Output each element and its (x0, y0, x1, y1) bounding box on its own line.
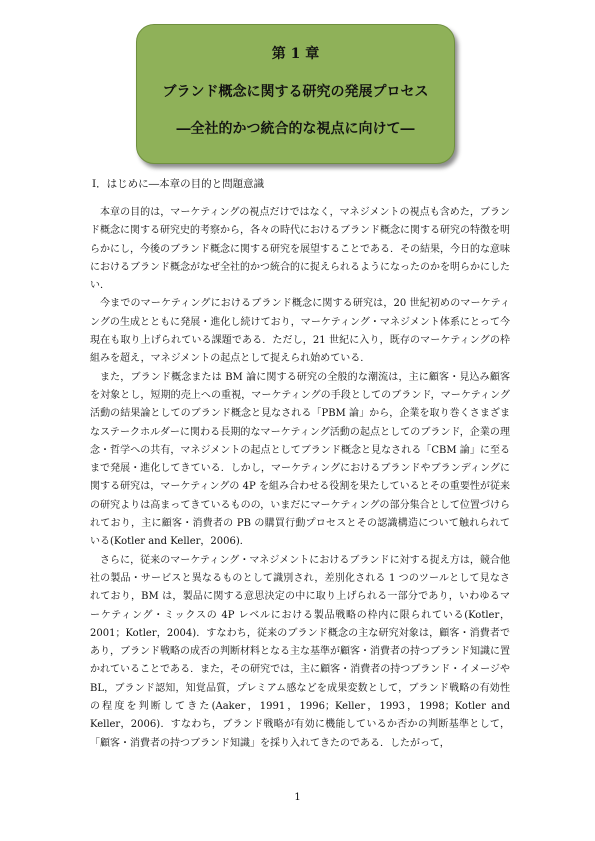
page-number: 1 (294, 792, 301, 803)
body-text (90, 204, 510, 753)
section-heading: Ⅰ．はじめに―本章の目的と問題意識 (92, 178, 265, 190)
paragraph: 今までのマーケティングにおけるブランド概念に関する研究は，20 世紀初めのマーケティングの生成とともに発展・進化し続けており，マーケティング・マネジメント体系にとって今現在も取り上げられている課題である．ただし，21 世紀に入り，既存のマーケティングの枠組みを超え，マネジメントの起点として捉えられ始めている． (90, 298, 510, 365)
chapter-title: ブランド概念に関する研究の発展プロセス (162, 84, 429, 100)
chapter-number: 第 1 章 (271, 46, 320, 62)
chapter-subtitle: ―全社的かつ統合的な視点に向けて― (176, 121, 415, 137)
paragraph: 本章の目的は，マーケティングの視点だけではなく，マネジメントの視点も含めた，ブランド概念に関する研究史的考察から，各々の時代におけるブランド概念に関する研究の特徴を明らかにし，今後のブランド概念に関する研究を展望することである．その結果，今日的な意味におけるブランド概念がなぜ全社的かつ統合的に捉えられるようになったのかを明らかにしたい． (90, 207, 510, 292)
chapter-title-box (136, 24, 455, 164)
paragraph: また，ブランド概念または BM 論に関する研究の全般的な潮流は，主に顧客・見込み顧客を対象とし，短期的売上への重視，マーケティングの手段としてのブランド，マーケティング活動の結果論としてのブランド概念と見なされる「PBM 論」から，企業を取り巻くさまざまなステークホルダーに関わる長期的なマーケティング活動の起点としてのブランド，企業の理念・哲学への共有，マネジメントの起点としてブランド概念と見なされる「CBM 論」に至るまで発展・進化してきている．しかし，マーケティングにおけるブランドやブランディングに関する研究は，マーケティングの 4P を組み合わせる役割を果たしているとその重要性が従来の研究よりは高まってきているものの，いまだにマーケティングの部分集合として位置づけられており，主に顧客・消費者の PB の購買行動プロセスとその認識構造について触れられている(Kotler and Keller，2006)． (90, 371, 510, 548)
paragraph: さらに，従来のマーケティング・マネジメントにおけるブランドに対する捉え方は，競合他社の製品・サービスと異なるものとして識別され，差別化される 1 つのツールとして見なされており，BM は，製品に関する意思決定の中に取り上げられる一部分であり，いわゆるマーケティング・ミックスの 4P レベルにおける製品戦略の枠内に限られている(Kotler，2001；Kotler，2004)．すなわち，従来のブランド概念の主な研究対象は，顧客・消費者であり，ブランド戦略の成否の判断材料となる主な基準が顧客・消費者の持つブランド知識に置かれていることである．また，その研究では，主に顧客・消費者の持つブランド・イメージや BL，ブランド認知，知覚品質，プレミアム感などを成果変数として，ブランド戦略の有効性の程度を判断してきた(Aaker，1991，1996；Keller，1993，1998；Kotler and Keller，2006)．すなわち，ブランド戦略が有効に機能しているか否かの判断基準として，「顧客・消費者の持つブランド知識」を採り入れてきたのである．したがって， (90, 554, 510, 749)
